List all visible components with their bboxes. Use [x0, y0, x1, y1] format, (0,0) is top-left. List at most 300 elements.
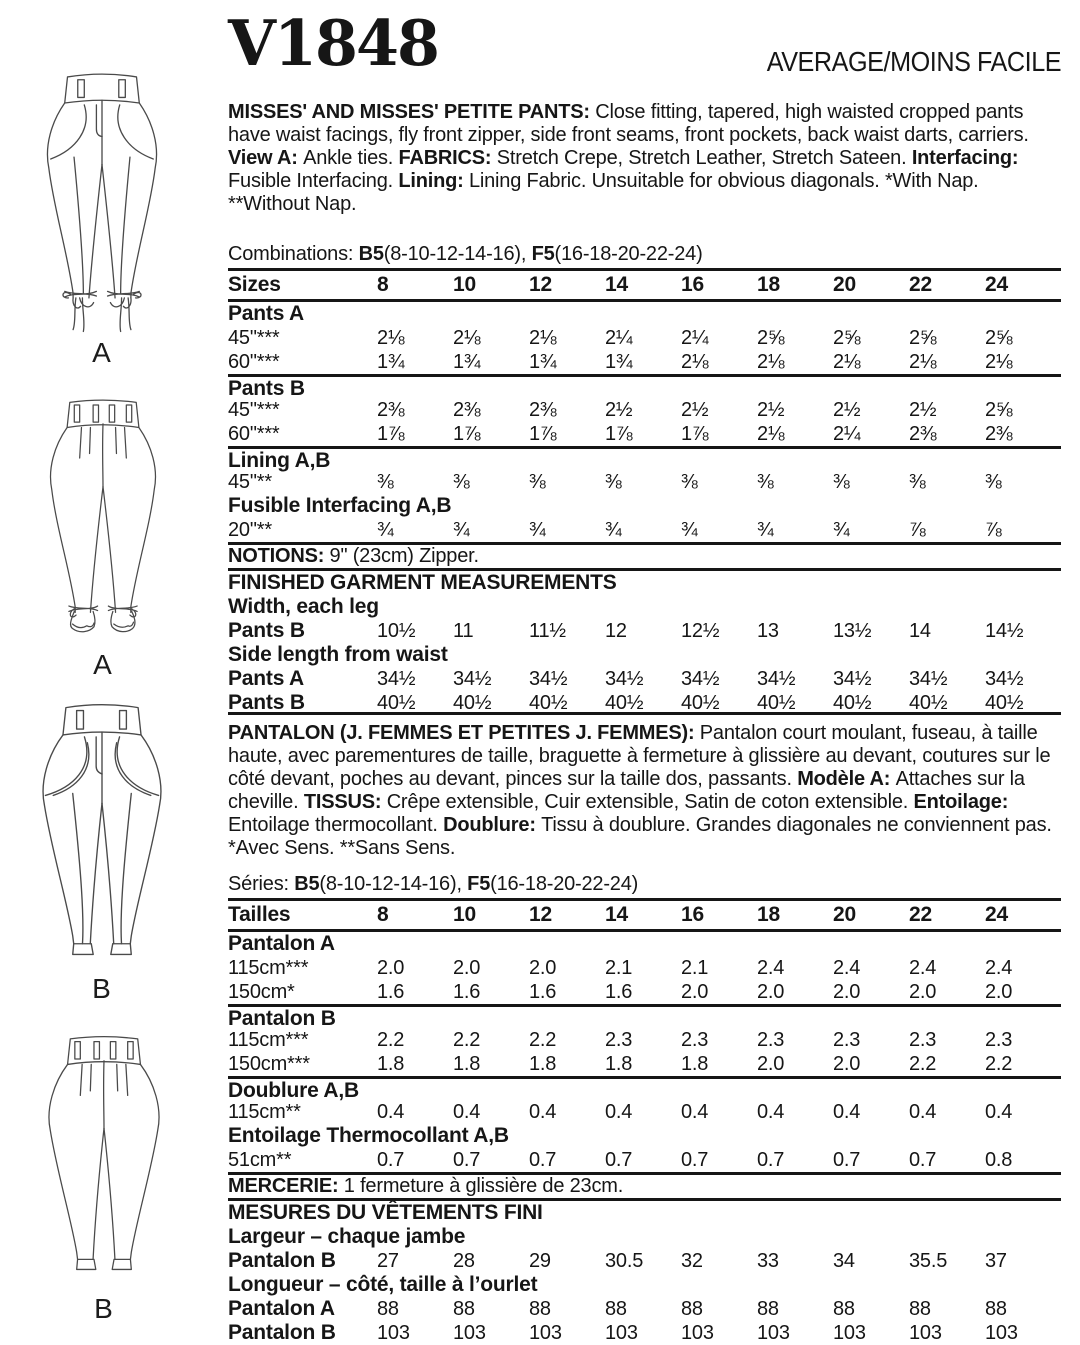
yardage-value: 103: [605, 1322, 681, 1345]
yardage-value: 103: [529, 1322, 605, 1345]
yardage-value: 0.7: [605, 1149, 681, 1172]
yardage-value: ⅞: [909, 519, 985, 542]
yardage-value: 32: [681, 1250, 757, 1273]
yardage-value: 2⅛: [377, 327, 453, 350]
yardage-value: 2.2: [377, 1029, 453, 1052]
belt-loop: [126, 405, 131, 422]
yardage-value: 1.6: [377, 981, 453, 1004]
yardage-value: 103: [909, 1322, 985, 1345]
yardage-value: ⅜: [833, 471, 909, 494]
dart: [116, 427, 117, 453]
yardage-value: 0.4: [453, 1101, 529, 1124]
table-row: [228, 494, 1061, 518]
table-row: [228, 1124, 1061, 1148]
pants-a-front-art: [18, 62, 186, 338]
yardage-value: 2⅛: [909, 351, 985, 374]
row-label: 150cm*: [228, 981, 377, 1004]
yardage-value: 2¼: [681, 327, 757, 350]
yardage-value: 1⅞: [377, 423, 453, 446]
row-label: 45"**: [228, 471, 377, 494]
yardage-value: 0.7: [529, 1149, 605, 1172]
yardage-value: 1.6: [453, 981, 529, 1004]
yardage-value: 12: [605, 620, 681, 643]
section-label: Width, each leg: [228, 595, 1061, 619]
yardage-value: ⅜: [681, 471, 757, 494]
yardage-value: 1.6: [605, 981, 681, 1004]
bold-text: F5: [467, 873, 490, 895]
belt-loop: [78, 80, 85, 98]
yardage-value: 0.4: [529, 1101, 605, 1124]
row-label: Pantalon B: [228, 1321, 377, 1345]
yardage-value: 10½: [377, 620, 453, 643]
size-column-header: 14: [605, 903, 681, 927]
yardage-value: 103: [377, 1322, 453, 1345]
seam-right: [121, 157, 130, 293]
table-row: [228, 1249, 1061, 1273]
yardage-value: 40½: [833, 692, 909, 715]
section-label: Pants A: [228, 302, 1061, 326]
yardage-value: 2.4: [909, 957, 985, 980]
table-row: [228, 518, 1061, 542]
yardage-value: 1¾: [605, 351, 681, 374]
belt-loop: [119, 80, 126, 98]
yardage-value: 2¼: [605, 327, 681, 350]
yardage-value: 2.3: [833, 1029, 909, 1052]
yardage-value: 34½: [757, 668, 833, 691]
bold-text: TISSUS:: [304, 791, 387, 813]
text: Crêpe extensible, Cuir extensible, Satin de coton extensible.: [387, 791, 914, 813]
cuff-right: [111, 611, 135, 631]
dart: [80, 427, 82, 458]
yardage-value: 2½: [833, 399, 909, 422]
yardage-value: 103: [453, 1322, 529, 1345]
yardage-value: 1.6: [529, 981, 605, 1004]
table-row: [228, 595, 1061, 619]
table-row: [228, 1321, 1061, 1345]
combinations-line: [228, 242, 1061, 266]
pants-b-back-art: [22, 1018, 186, 1294]
section-label: Entoilage Thermocollant A,B: [228, 1124, 1061, 1148]
size-column-header: 20: [833, 273, 909, 297]
yardage-value: 40½: [377, 692, 453, 715]
text: (8-10-12-14-16),: [384, 243, 532, 265]
bold-text: B5: [359, 243, 384, 265]
yardage-value: ¾: [681, 519, 757, 542]
pocket-right-inner: [115, 743, 151, 796]
size-column-header: 14: [605, 273, 681, 297]
size-column-header: 22: [909, 903, 985, 927]
inseam-left: [90, 487, 103, 613]
row-label: Pants B: [228, 619, 377, 643]
text: Entoilage thermocollant.: [228, 814, 443, 836]
bold-text: FABRICS:: [399, 147, 497, 169]
difficulty-rating: AVERAGE/MOINS FACILE: [767, 46, 1061, 78]
yardage-value: 34½: [985, 668, 1061, 691]
yardage-value: 1.8: [377, 1053, 453, 1076]
row-label: 115cm**: [228, 1101, 377, 1124]
yardage-value: 0.7: [833, 1149, 909, 1172]
yardage-value: 2.0: [757, 1053, 833, 1076]
size-column-header: 24: [985, 903, 1061, 927]
text: 9" (23cm) Zipper.: [330, 545, 479, 567]
yardage-value: 88: [757, 1298, 833, 1321]
fly-stitch: [96, 737, 102, 774]
cuff-left-wave: [72, 623, 94, 628]
yardage-value: ⅜: [453, 471, 529, 494]
hem-band-left: [77, 1259, 96, 1269]
view-label: B: [92, 974, 112, 1004]
yardage-value: 40½: [681, 692, 757, 715]
section-label: Pantalon B: [228, 1007, 1061, 1031]
table-row: [228, 667, 1061, 691]
text: Combinations:: [228, 243, 359, 265]
table-row: [228, 470, 1061, 494]
yardage-value: 34½: [453, 668, 529, 691]
belt-loop: [110, 1042, 115, 1059]
yardage-value: 2.1: [605, 957, 681, 980]
text: Close fitting, tapered, high waisted cropped pants have waist facings, fly front zipper, side front seams, front pockets, back waist darts, carriers.: [228, 101, 1029, 146]
yardage-value: 1.8: [529, 1053, 605, 1076]
yardage-value: 0.8: [985, 1149, 1061, 1172]
yardage-value: 2.3: [681, 1029, 757, 1052]
size-column-header: 24: [985, 273, 1061, 297]
yardage-value: 2.4: [985, 957, 1061, 980]
size-header-label: Sizes: [228, 273, 377, 297]
yardage-value: ⅜: [909, 471, 985, 494]
table-row: [228, 398, 1061, 422]
size-column-header: 16: [681, 903, 757, 927]
row-label: 60"***: [228, 351, 377, 374]
view-label: B: [94, 1294, 114, 1324]
yardage-value: 27: [377, 1250, 453, 1273]
yardage-value: 2.3: [605, 1029, 681, 1052]
yardage-value: ⅜: [757, 471, 833, 494]
yardage-value: 2.0: [985, 981, 1061, 1004]
yardage-value: 2½: [909, 399, 985, 422]
table-row: [228, 302, 1061, 326]
table-row: [228, 350, 1061, 374]
pocket-left: [51, 105, 86, 159]
notions-text: [228, 545, 1061, 568]
description-english: [228, 101, 1061, 216]
size-column-header: 8: [377, 273, 453, 297]
belt-loop: [75, 1042, 80, 1059]
bold-text: F5: [532, 243, 555, 265]
dart: [90, 427, 91, 453]
inseam-left: [89, 165, 102, 298]
yardage-value: 2.3: [985, 1029, 1061, 1052]
yardage-value: 103: [833, 1322, 909, 1345]
belt-loop: [94, 1042, 99, 1059]
section-label: Side length from waist: [228, 643, 1061, 667]
outline-right: [131, 103, 157, 298]
yardage-value: 2⅛: [453, 327, 529, 350]
size-header-label: Tailles: [228, 903, 377, 927]
section-label: Doublure A,B: [228, 1079, 1061, 1103]
row-label: 20"**: [228, 519, 377, 542]
table-row: [228, 1100, 1061, 1124]
yardage-value: 34: [833, 1250, 909, 1273]
yardage-value: 88: [377, 1298, 453, 1321]
size-column-header: 16: [681, 273, 757, 297]
yardage-value: ¾: [453, 519, 529, 542]
row-label: 45"***: [228, 399, 377, 422]
pants-a-back-art: [22, 388, 184, 650]
size-column-header: 10: [453, 273, 529, 297]
yardage-value: 103: [985, 1322, 1061, 1345]
table-row: [228, 422, 1061, 446]
yardage-value: ¾: [833, 519, 909, 542]
yardage-value: 2⅝: [985, 399, 1061, 422]
table-header-row: [228, 271, 1061, 302]
row-label: Pants A: [228, 667, 377, 691]
belt-loop: [77, 711, 84, 730]
yardage-value: 1.8: [605, 1053, 681, 1076]
yardage-value: 103: [681, 1322, 757, 1345]
yardage-value: 2⅝: [833, 327, 909, 350]
dart: [125, 427, 127, 458]
bold-text: PANTALON (J. FEMMES ET PETITES J. FEMMES):: [228, 722, 700, 744]
yardage-value: 2.1: [681, 957, 757, 980]
yardage-value: 1.8: [453, 1053, 529, 1076]
outline-right: [130, 1064, 159, 1259]
yardage-value: 2.0: [757, 981, 833, 1004]
text: Ankle ties.: [303, 147, 398, 169]
table-row: [228, 619, 1061, 643]
yardage-value: 0.4: [377, 1101, 453, 1124]
belt-loop: [109, 405, 114, 422]
yardage-value: 2⅜: [453, 399, 529, 422]
pocket-left: [45, 737, 86, 796]
yardage-value: 1¾: [377, 351, 453, 374]
text: Fusible Interfacing.: [228, 170, 398, 192]
yardage-value: ⅜: [985, 471, 1061, 494]
yardage-value: 88: [453, 1298, 529, 1321]
bold-text: NOTIONS:: [228, 545, 330, 567]
yardage-value: 34½: [529, 668, 605, 691]
description-french: [228, 722, 1061, 860]
text: Pantalon court moulant, fuseau, à taille haute, avec parementures de taille, braguette à fermeture à glissière au devant, coutures sur le côté devant, poches au devant, pinces sur la taille dos, passants.: [228, 722, 1050, 790]
yardage-value: 2.0: [529, 957, 605, 980]
yardage-value: 1⅞: [453, 423, 529, 446]
yardage-value: 1⅞: [681, 423, 757, 446]
yardage-value: 34½: [909, 668, 985, 691]
yardage-value: 2⅜: [985, 423, 1061, 446]
yardage-value: 0.7: [453, 1149, 529, 1172]
row-label: Pantalon A: [228, 1297, 377, 1321]
yardage-value: 34½: [605, 668, 681, 691]
table-header-row: [228, 901, 1061, 932]
dart: [126, 1064, 128, 1095]
yardage-value: 88: [529, 1298, 605, 1321]
size-column-header: 18: [757, 273, 833, 297]
yardage-value: 0.4: [833, 1101, 909, 1124]
yardage-value: 34½: [681, 668, 757, 691]
bold-text: Entoilage:: [914, 791, 1009, 813]
section-label: Largeur – chaque jambe: [228, 1225, 1061, 1249]
cuff-left: [71, 611, 95, 631]
bold-text: Modèle A:: [797, 768, 895, 790]
tie-right: [108, 291, 141, 331]
yardage-value: 37: [985, 1250, 1061, 1273]
yardage-value: 2.0: [453, 957, 529, 980]
yardage-value: 0.7: [757, 1149, 833, 1172]
yardage-value: 2.0: [377, 957, 453, 980]
bold-text: Doublure:: [443, 814, 541, 836]
yardage-value: 34½: [833, 668, 909, 691]
yardage-value: 29: [529, 1250, 605, 1273]
inseam-right: [102, 165, 115, 298]
outline-right: [130, 735, 161, 944]
size-column-header: 12: [529, 903, 605, 927]
yardage-value: 2.0: [833, 981, 909, 1004]
size-column-header: 12: [529, 273, 605, 297]
yardage-value: ¾: [377, 519, 453, 542]
yardage-value: ⅜: [377, 471, 453, 494]
table-row: [228, 1225, 1061, 1249]
outline-left: [43, 735, 74, 944]
yardage-value: 2.2: [909, 1053, 985, 1076]
size-column-header: 22: [909, 273, 985, 297]
yardage-value: 2¼: [833, 423, 909, 446]
pants-a-back-drawing: [22, 388, 184, 680]
size-column-header: 18: [757, 903, 833, 927]
yardage-value: 88: [909, 1298, 985, 1321]
yardage-value: ⅜: [605, 471, 681, 494]
yardage-value: 2½: [605, 399, 681, 422]
pants-b-front-art: [14, 692, 190, 974]
belt-loop: [93, 405, 98, 422]
text: Séries:: [228, 873, 294, 895]
yardage-value: 13½: [833, 620, 909, 643]
table-row: [228, 1297, 1061, 1321]
dart: [80, 1064, 82, 1095]
row-label: Pants B: [228, 691, 377, 715]
yardage-value: 2⅛: [833, 351, 909, 374]
row-label: 45"***: [228, 327, 377, 350]
table-row: [228, 956, 1061, 980]
table-row: [228, 1148, 1061, 1172]
yardage-value: 2⅝: [909, 327, 985, 350]
yardage-value: 2⅝: [985, 327, 1061, 350]
outline-left: [51, 427, 76, 612]
masthead: [228, 0, 1061, 94]
yardage-value: 2⅛: [757, 423, 833, 446]
yardage-value: 2.0: [909, 981, 985, 1004]
table-row: [228, 1172, 1061, 1201]
yardage-value: 2½: [757, 399, 833, 422]
table-row: [228, 446, 1061, 470]
row-label: 51cm**: [228, 1149, 377, 1172]
yardage-value: 0.4: [681, 1101, 757, 1124]
waistband: [65, 74, 140, 103]
row-label: 150cm***: [228, 1053, 377, 1076]
table-row: [228, 1201, 1061, 1225]
section-label: Pantalon A: [228, 932, 1061, 956]
section-label: Pants B: [228, 377, 1061, 401]
yardage-value: 1.8: [681, 1053, 757, 1076]
text: (16-18-20-22-24): [555, 243, 703, 265]
inseam-right: [104, 1128, 115, 1259]
belt-loop: [128, 1042, 133, 1059]
yardage-value: 0.7: [681, 1149, 757, 1172]
yardage-value: 0.7: [909, 1149, 985, 1172]
text: Lining Fabric. Unsuitable for obvious diagonals. *With Nap. **Without Nap.: [228, 170, 979, 215]
yardage-value: 2.2: [985, 1053, 1061, 1076]
hem-band-left: [73, 944, 93, 955]
belt-loop: [120, 711, 127, 730]
yardage-value: 88: [681, 1298, 757, 1321]
fly-stitch: [96, 105, 102, 137]
seam-left: [74, 157, 83, 293]
table-row: [228, 1028, 1061, 1052]
row-label: 115cm***: [228, 1029, 377, 1052]
yardage-value: 0.7: [377, 1149, 453, 1172]
yardage-table-english: [228, 268, 1061, 715]
yardage-value: 2.4: [833, 957, 909, 980]
table-row: [228, 1273, 1061, 1297]
pocket-right: [118, 105, 153, 159]
bold-text: View A:: [228, 147, 303, 169]
size-column-header: 10: [453, 903, 529, 927]
pattern-number: V1848: [228, 12, 438, 75]
outline-right: [131, 427, 156, 612]
pocket-right: [117, 737, 158, 796]
yardage-value: 0.4: [985, 1101, 1061, 1124]
content-column: [228, 0, 1061, 1345]
yardage-value: 1¾: [529, 351, 605, 374]
yardage-value: 2.3: [757, 1029, 833, 1052]
table-row: [228, 1052, 1061, 1076]
view-label: A: [92, 338, 112, 368]
yardage-value: 2.2: [529, 1029, 605, 1052]
belt-loop: [74, 405, 79, 422]
yardage-value: 2.2: [453, 1029, 529, 1052]
yardage-value: ⅞: [985, 519, 1061, 542]
section-label: MESURES DU VÊTEMENTS FINI: [228, 1201, 1061, 1225]
table-row: [228, 542, 1061, 571]
size-column-header: 20: [833, 903, 909, 927]
row-label: 115cm***: [228, 957, 377, 980]
size-column-header: 8: [377, 903, 453, 927]
table-row: [228, 691, 1061, 715]
series-line: [228, 872, 1061, 896]
table-row: [228, 932, 1061, 956]
yardage-table-french: [228, 898, 1061, 1345]
table-row: [228, 374, 1061, 398]
yardage-value: 1⅞: [529, 423, 605, 446]
bold-text: B5: [294, 873, 319, 895]
section-label: Lining A,B: [228, 449, 1061, 473]
bold-text: MERCERIE:: [228, 1175, 344, 1197]
pants-b-back-drawing: [22, 1018, 186, 1324]
yardage-value: 13: [757, 620, 833, 643]
yardage-value: 1¾: [453, 351, 529, 374]
yardage-value: 0.4: [605, 1101, 681, 1124]
pants-a-front-drawing: [18, 62, 186, 368]
yardage-value: 2½: [681, 399, 757, 422]
yardage-value: 2⅛: [681, 351, 757, 374]
yardage-value: 88: [833, 1298, 909, 1321]
yardage-value: 40½: [529, 692, 605, 715]
dart: [117, 1064, 118, 1090]
yardage-value: 2⅛: [985, 351, 1061, 374]
bold-text: Lining:: [398, 170, 469, 192]
inseam-right: [103, 487, 116, 613]
row-label: Pantalon B: [228, 1249, 377, 1273]
yardage-value: 11½: [529, 620, 605, 643]
yardage-value: 28: [453, 1250, 529, 1273]
